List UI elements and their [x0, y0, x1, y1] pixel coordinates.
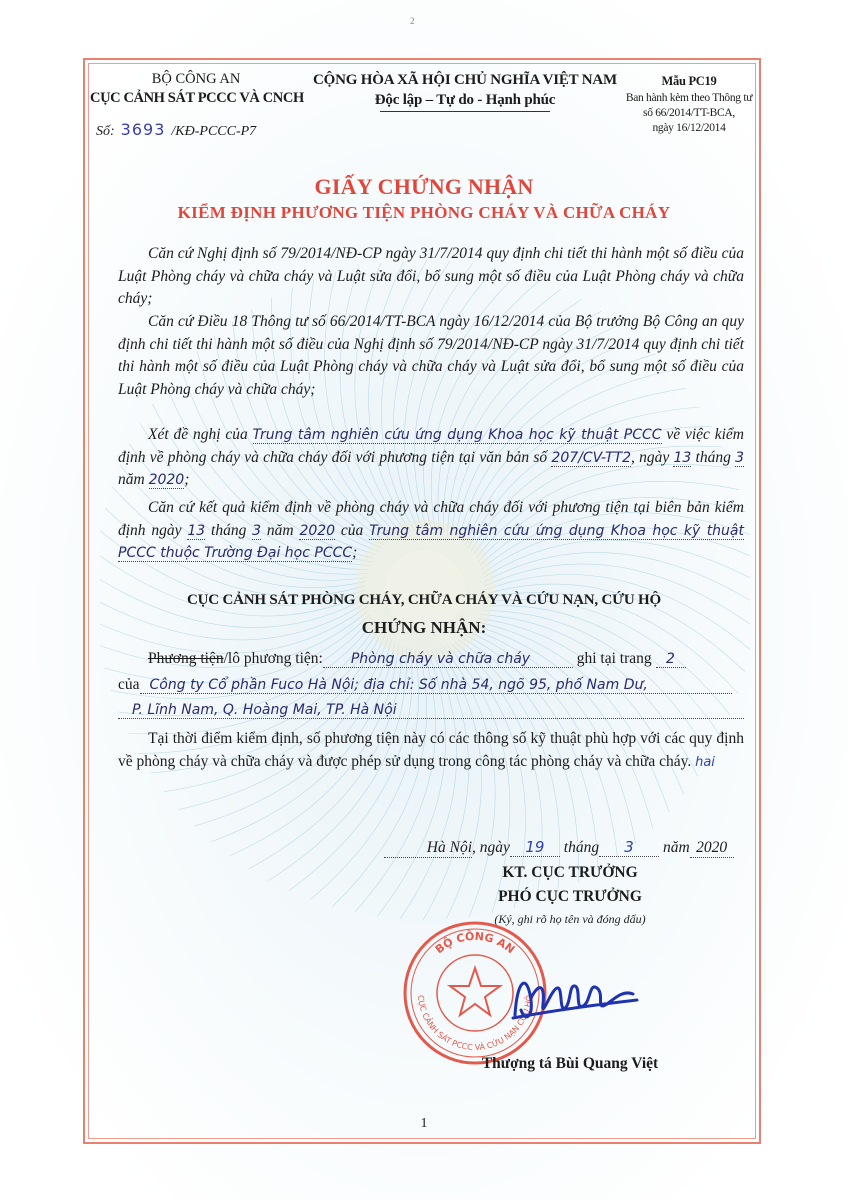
certifies-heading: CHỨNG NHẬN: [361, 618, 487, 637]
signature-note: (Ký, ghi rõ họ tên và đóng dấu) [494, 912, 646, 926]
form-note-3: ngày 16/12/2014 [652, 122, 726, 134]
request-paragraph: Xét đề nghị của Trung tâm nghiên cứu ứng dụng Khoa học kỹ thuật PCCC về việc kiểm định về phòng cháy và chữa cháy đối với phương tiện tại văn bản số 207/CV-TT2, ngày 13 tháng 3 năm 2020; [118, 426, 744, 489]
motto: Độc lập – Tự do - Hạnh phúc [374, 92, 556, 108]
doc-no-value: 3693 [120, 120, 166, 139]
seal-ring-text: CỤC CẢNH SÁT PCCC VÀ CỨU NẠN CỨU HỘ [415, 994, 535, 1053]
form-note-1: Ban hành kèm theo Thông tư [625, 92, 753, 104]
national-motto [300, 70, 630, 112]
signer-name: Thượng tá Bùi Quang Việt [481, 1055, 659, 1072]
page-number: 1 [420, 1116, 428, 1131]
legal-basis-1: Căn cứ Nghị định số 79/2014/NĐ-CP ngày 31/7/2014 quy định chi tiết thi hành một số điều của Luật Phòng cháy và chữa cháy và Luật sửa đổi, bổ sung một số điều của Luật Phòng cháy và chữa cháy; [118, 245, 744, 308]
struck-label: Phương tiện [148, 650, 224, 667]
owner-line: của Công ty Cổ phần Fuco Hà Nội; địa chỉ: Số nhà 54, ngõ 95, phố Nam Dư, [118, 676, 744, 694]
handwritten-initials: hai [695, 754, 715, 770]
department-name: CỤC CẢNH SÁT PCCC VÀ CNCH [90, 90, 304, 106]
signing-date: Hà Nội, ngày 19 tháng 3 năm 2020 [384, 838, 734, 858]
address-line [118, 701, 744, 719]
doc-no-suffix: /KĐ-PCCC-P7 [171, 124, 257, 139]
top-mark: 2 [410, 16, 415, 26]
requesting-org: Trung tâm nghiên cứu ứng dụng Khoa học kỹ thuật PCCC [252, 427, 662, 443]
page-reference: 2 [656, 651, 686, 668]
seal-top-text: BỘ CÔNG AN [432, 929, 518, 957]
doc-no-label: Số: [96, 124, 115, 139]
form-code-block [625, 74, 753, 136]
ministry-name: BỘ CÔNG AN [151, 71, 241, 87]
signer-authority-2: PHÓ CỤC TRƯỞNG [498, 888, 642, 905]
issuing-authority [90, 70, 302, 108]
owner-company: Công ty Cổ phần Fuco Hà Nội; địa chỉ: Số nhà 54, ngõ 95, phố Nam Dư, [140, 677, 732, 694]
form-note-2: số 66/2014/TT-BCA, [643, 107, 735, 119]
equipment-line: Phương tiện/lô phương tiện: Phòng cháy và chữa cháy ghi tại trang 2 [118, 650, 744, 668]
nation-name: CỘNG HÒA XÃ HỘI CHỦ NGHĨA VIỆT NAM [313, 72, 617, 88]
document-number [96, 120, 256, 140]
legal-basis-2: Căn cứ Điều 18 Thông tư số 66/2014/TT-BCA ngày 16/12/2014 của Bộ trưởng Bộ Công an quy định chi tiết thi hành một số điều của Nghị định số 79/2014/NĐ-CP ngày 31/7/2014 quy định chi tiết thi hành một số điều của Luật Phòng cháy và chữa cháy và Luật sửa đổi, bổ sung một số điều của Luật Phòng cháy và chữa cháy; [118, 313, 744, 399]
agency-name: CỤC CẢNH SÁT PHÒNG CHÁY, CHỮA CHÁY VÀ CỨU NẠN, CỨU HỘ [187, 592, 661, 608]
owner-address: P. Lĩnh Nam, Q. Hoàng Mai, TP. Hà Nội [118, 702, 744, 719]
certificate-title: GIẤY CHỨNG NHẬN [314, 174, 534, 199]
inspection-result-paragraph: Căn cứ kết quả kiểm định về phòng cháy và chữa cháy đối với phương tiện tại biên bản kiểm định ngày 13 tháng 3 năm 2020 của Trung tâm nghiên cứu ứng dụng Khoa học kỹ thuật PCCC thuộc Trường Đại học PCCC; [118, 499, 744, 562]
form-code: Mẫu PC19 [661, 74, 717, 88]
equipment-value: Phòng cháy và chữa cháy [323, 651, 573, 668]
request-doc-no: 207/CV-TT2 [551, 449, 632, 466]
conclusion-paragraph: Tại thời điểm kiểm định, số phương tiện này có các thông số kỹ thuật phù hợp với các quy định về phòng cháy và chữa cháy và được phép sử dụng trong công tác phòng cháy và chữa cháy. hai [118, 730, 744, 770]
signer-authority-1: KT. CỤC TRƯỞNG [502, 864, 638, 881]
certificate-subtitle: KIỂM ĐỊNH PHƯƠNG TIỆN PHÒNG CHÁY VÀ CHỮA CHÁY [177, 203, 671, 222]
svg-text:BỘ CÔNG AN [433, 930, 517, 956]
inspection-org: Trung tâm nghiên cứu ứng dụng Khoa học kỹ thuật PCCC thuộc Trường Đại học PCCC [118, 522, 744, 562]
motto-underline [380, 111, 550, 112]
handwritten-signature-icon [505, 960, 645, 1035]
